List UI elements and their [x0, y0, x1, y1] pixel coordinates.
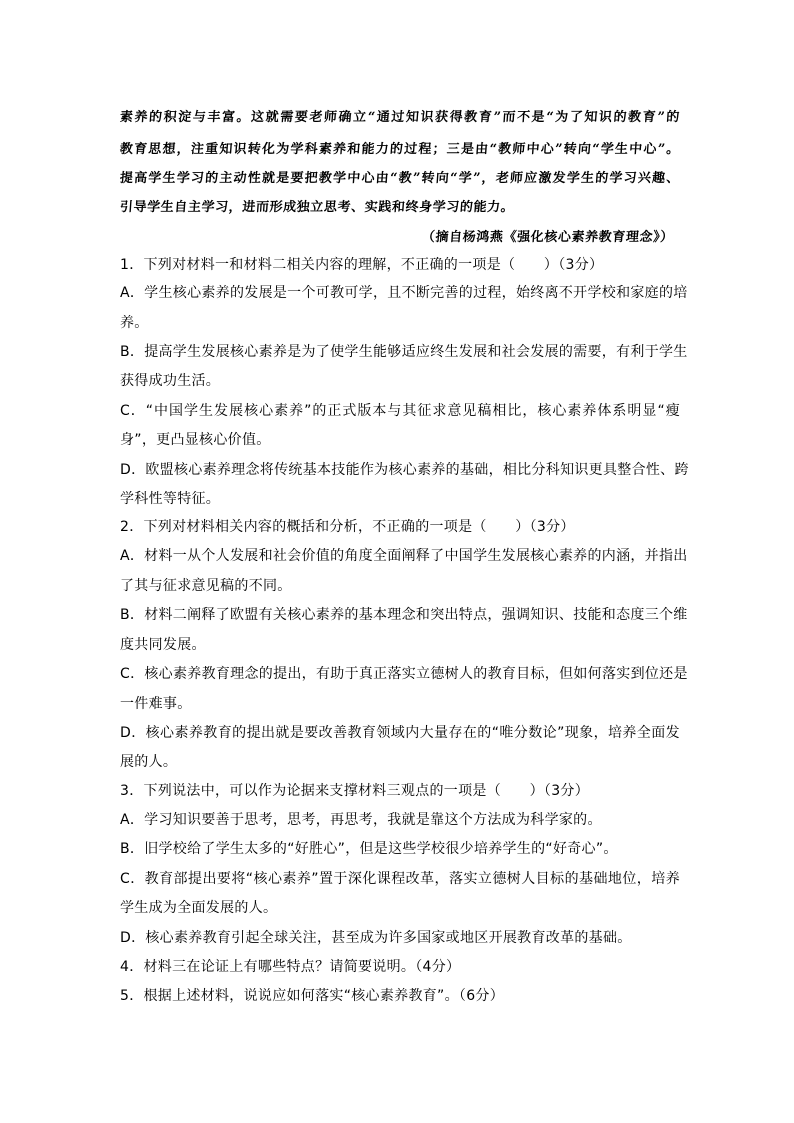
- q2-option-d-line-1: D．核心素养教育的提出就是要改善教育领域内大量存在的“唯分数论”现象，培养全面发: [120, 725, 680, 741]
- passage-line-1: 素养的积淀与丰富。这就需要老师确立“通过知识获得教育”而不是“为了知识的教育”的: [119, 110, 681, 125]
- passage-line-2: 教育思想，注重知识转化为学科素养和能力的过程；三是由“教师中心”转向“学生中心”。: [119, 142, 681, 157]
- q3-option-b: B．旧学校给了学生太多的“好胜心”，但是这些学校很少培养学生的“好奇心”。: [120, 841, 618, 857]
- q3-option-a: A．学习知识要善于思考，思考，再思考，我就是靠这个方法成为科学家的。: [120, 812, 602, 828]
- passage-line-4: 引导学生自主学习，进而形成独立思考、实践和终身学习的能力。: [119, 200, 515, 215]
- q2-option-d-line-2: 展的人。: [120, 754, 178, 770]
- question-3-stem: 3．下列说法中，可以作为论据来支撑材料三观点的一项是（ ）（3分）: [120, 783, 590, 799]
- question-1-stem: 1．下列对材料一和材料二相关内容的理解，不正确的一项是（ ）（3分）: [120, 257, 604, 273]
- q1-option-d-line-1: D．欧盟核心素养理念将传统基本技能作为核心素养的基础，相比分科知识更具整合性、跨: [120, 462, 689, 478]
- q2-option-c-line-2: 一件难事。: [120, 696, 192, 712]
- q3-option-c-line-2: 学生成为全面发展的人。: [120, 900, 278, 916]
- q3-option-c-line-1: C．教育部提出要将“核心素养”置于深化课程改革，落实立德树人目标的基础地位，培养: [120, 871, 680, 887]
- q1-option-a-line-2: 养。: [120, 315, 149, 331]
- q2-option-b-line-1: B．材料二阐释了欧盟有关核心素养的基本理念和突出特点，强调知识、技能和态度三个维: [120, 607, 688, 623]
- q2-option-a-line-2: 了其与征求意见稿的不同。: [120, 578, 292, 594]
- q3-option-d: D．核心素养教育引起全球关注，甚至成为许多国家或地区开展教育改革的基础。: [120, 930, 632, 946]
- question-4-stem: 4．材料三在论证上有哪些特点？请简要说明。（4分）: [120, 959, 461, 975]
- q1-option-a-line-1: A．学生核心素养的发展是一个可教可学，且不断完善的过程，始终离不开学校和家庭的培: [120, 285, 688, 301]
- passage-line-3: 提高学生学习的主动性就是要把教学中心由“教”转向“学”，老师应激发学生的学习兴趣、: [119, 171, 681, 186]
- q1-option-c-line-2: 身”，更凸显核心价值。: [120, 432, 271, 448]
- q2-option-a-line-1: A．材料一从个人发展和社会价值的角度全面阐释了中国学生发展核心素养的内涵，并指出: [120, 548, 688, 564]
- question-2-stem: 2．下列对材料相关内容的概括和分析，不正确的一项是（ ）（3分）: [120, 519, 575, 535]
- q1-option-b-line-1: B．提高学生发展核心素养是为了使学生能够适应终生发展和社会发展的需要，有利于学生: [120, 344, 688, 360]
- q1-option-d-line-2: 学科性等特征。: [120, 491, 221, 507]
- question-5-stem: 5．根据上述材料，说说应如何落实“核心素养教育”。（6分）: [120, 988, 505, 1004]
- q1-option-b-line-2: 获得成功生活。: [120, 373, 221, 389]
- q2-option-b-line-2: 度共同发展。: [120, 637, 206, 653]
- q2-option-c-line-1: C．核心素养教育理念的提出，有助于真正落实立德树人的教育目标，但如何落实到位还是: [120, 666, 688, 682]
- q1-option-c-line-1: C．“中国学生发展核心素养”的正式版本与其征求意见稿相比，核心素养体系明显“瘦: [120, 403, 680, 419]
- passage-source: （摘自杨鸿燕《强化核心素养教育理念》）: [421, 230, 675, 245]
